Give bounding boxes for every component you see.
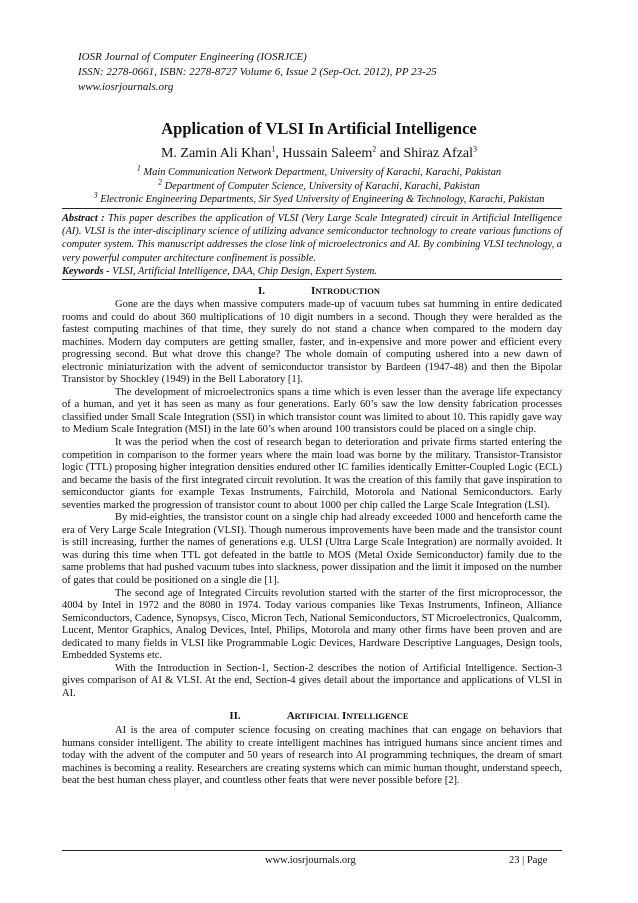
section-title-cap-2: I <box>341 710 347 722</box>
affiliation-3-text: Electronic Engineering Departments, Sir Syed University of Engineering & Technology, Karachi, Pakistan <box>100 194 545 205</box>
affiliation-2-text: Department of Computer Science, University of Karachi, Karachi, Pakistan <box>164 181 481 192</box>
section-title-cap: I <box>311 285 316 297</box>
paragraph: It was the period when the cost of research began to deterioration and private firms started entering the competition in comparison to the former years where the main load was borne by the military. Transistor-Transistor logic (TTL) proposing higher integration densities endured other IC families identically Emitter-Coupled Logic (ECL) and became the basis of the first integrated circuit revolution. It was the creation of this family that gave inspiration to semiconductor giants for example Texas Instruments, Fairchild, Motorola and National Semiconductors. Early seventies marked the progression of transistor count to about 1000 per chip called the Large Scale Integration (LSI). <box>62 437 562 511</box>
author-3: and Shiraz Afzal <box>376 146 474 161</box>
keywords <box>62 265 562 278</box>
section-title-cap: A <box>286 710 295 722</box>
journal-header <box>78 50 578 95</box>
affiliation-3-sup: 3 <box>93 190 98 200</box>
paper-title: Application of VLSI In Artificial Intelligence <box>161 119 477 138</box>
section-title-rest-2: NTELLIGENCE <box>346 711 409 721</box>
page-number: 23 | Page <box>509 855 548 866</box>
affiliation-1 <box>0 163 638 179</box>
keywords-text: VLSI, Artificial Intelligence, DAA, Chip Design, Expert System. <box>109 266 377 277</box>
footer-url: www.iosrjournals.org <box>265 855 356 866</box>
section-number: II. <box>229 710 241 722</box>
section-number: I. <box>257 285 266 297</box>
footer-rule <box>62 850 562 851</box>
author-2: , Hussain Saleem <box>275 146 373 161</box>
section-body-ai <box>62 725 562 788</box>
journal-issn: ISSN: 2278-0661, ISBN: 2278-8727 Volume 6, Issue 2 (Sep-Oct. 2012), PP 23-25 <box>78 66 437 78</box>
abstract-bottom-rule <box>62 279 562 280</box>
affiliation-1-text: Main Communication Network Department, University of Karachi, Karachi, Pakistan <box>143 167 502 178</box>
abstract <box>62 212 562 265</box>
section-heading-ai <box>0 710 638 722</box>
author-1-sup: 1 <box>271 144 276 154</box>
paragraph: The second age of Integrated Circuits revolution started with the starter of the first microprocessor, the 4004 by Intel in 1972 and the 8080 in 1974. Today various companies like Texas Instruments, Infineon, Alliance Semiconductors, Cadence, Synopsys, Cisco, Micron Tech, National Semiconductors, ST Microelectronics, Qualcomm, Lucent, Mentor Graphics, Analog Devices, Intel, Philips, Motorola and many other firms have been proven and are dedicated to many fields in VLSI like Programmable Logic Devices, Hardware Descriptive Languages, Design tools, Embedded Systems etc. <box>62 587 562 662</box>
paragraph: AI is the area of computer science focusing on creating machines that can engage on behaviors that humans consider intelligent. The ability to create intelligent machines has intrigued humans since ancient times and today with the advent of the computer and 50 years of research into AI programming techniques, the dream of smart machines is becoming a reality. Researchers are creating systems which can mimic human thought, understand speech, beat the best human chess player, and countless other feats that were never possible before [2]. <box>62 725 562 787</box>
paragraph: With the Introduction in Section-1, Section-2 describes the notion of Artificial Intelligence. Section-3 gives comparison of AI & VLSI. At the end, Section-4 gives detail about the importance and applications of VLSI in AI. <box>62 662 562 699</box>
section-heading-introduction <box>0 285 638 297</box>
affiliation-1-sup: 1 <box>136 163 141 173</box>
journal-url: www.iosrjournals.org <box>78 81 174 93</box>
section-body-introduction <box>62 299 562 701</box>
author-line <box>0 146 638 162</box>
paragraph: The development of microelectronics spans a time which is even lesser than the average life expectancy of a human, and yet it has seen as many as four generations. Early 60’s saw the low density fabrication processes classified under Small Scale Integration (SSI) in which transistor count was limited to about 10. This rapidly gave way to Medium Scale Integration (MSI) in the late 60’s when around 100 transistors could be placed on a single chip. <box>62 386 562 436</box>
journal-name: IOSR Journal of Computer Engineering (IOSRJCE) <box>78 51 307 63</box>
paragraph: By mid-eighties, the transistor count on a single chip had already exceeded 1000 and henceforth came the era of Very Large Scale Integration (VLSI). Though numerous improvements have been made and the transistor count is still increasing, further the names of generations e.g. ULSI (Ultra Large Scale Integration) are normally avoided. It was during this time when TTL got defeated in the battle to MOS (Metal Oxide Semiconductor) family due to the same problems that had pushed vacuum tubes into slackness, power dissipation and the limit it imposed on the number of gates that could be positioned on a single die [1]. <box>62 512 562 587</box>
section-title-rest: RTIFICIAL <box>294 711 340 721</box>
author-3-sup: 3 <box>473 144 478 154</box>
author-1: M. Zamin Ali Khan <box>160 146 272 161</box>
abstract-text: This paper describes the application of VLSI (Very Large Scale Integrated) circuit in Artificial Intelligence (AI). VLSI is the inter-disciplinary science of utilizing advance semiconductor technology to create various functions of computer system. This manuscript addresses the close link of microelectronics and AI. By combining VLSI technology, a very powerful computer architecture confinement is possible. <box>62 213 562 264</box>
abstract-top-rule <box>62 208 562 209</box>
affiliation-3 <box>0 190 638 206</box>
keywords-label: Keywords - <box>62 266 110 277</box>
author-2-sup: 2 <box>372 144 377 154</box>
paragraph: Gone are the days when massive computers made-up of vacuum tubes sat humming in entire dedicated rooms and could do about 360 multiplications of 10 digit numbers in a second. Though they were heralded as the fastest computing machines of that time, they surely do not stand a chance when compared to the modern day machines. Modern day computers are getting smaller, faster, and in-expensive and more power and efficient every progressing second. But what drove this change? The whole domain of computing ushered into a new dawn of electronic miniaturization with the advent of semiconductor transistor by Bardeen (1947-48) and then the Bipolar Transistor by Shockley (1949) in the Bell Laboratory [1]. <box>62 299 562 386</box>
section-title-rest: NTRODUCTION <box>315 286 380 296</box>
affiliation-2-sup: 2 <box>157 177 162 187</box>
abstract-label: Abstract : <box>62 213 105 224</box>
